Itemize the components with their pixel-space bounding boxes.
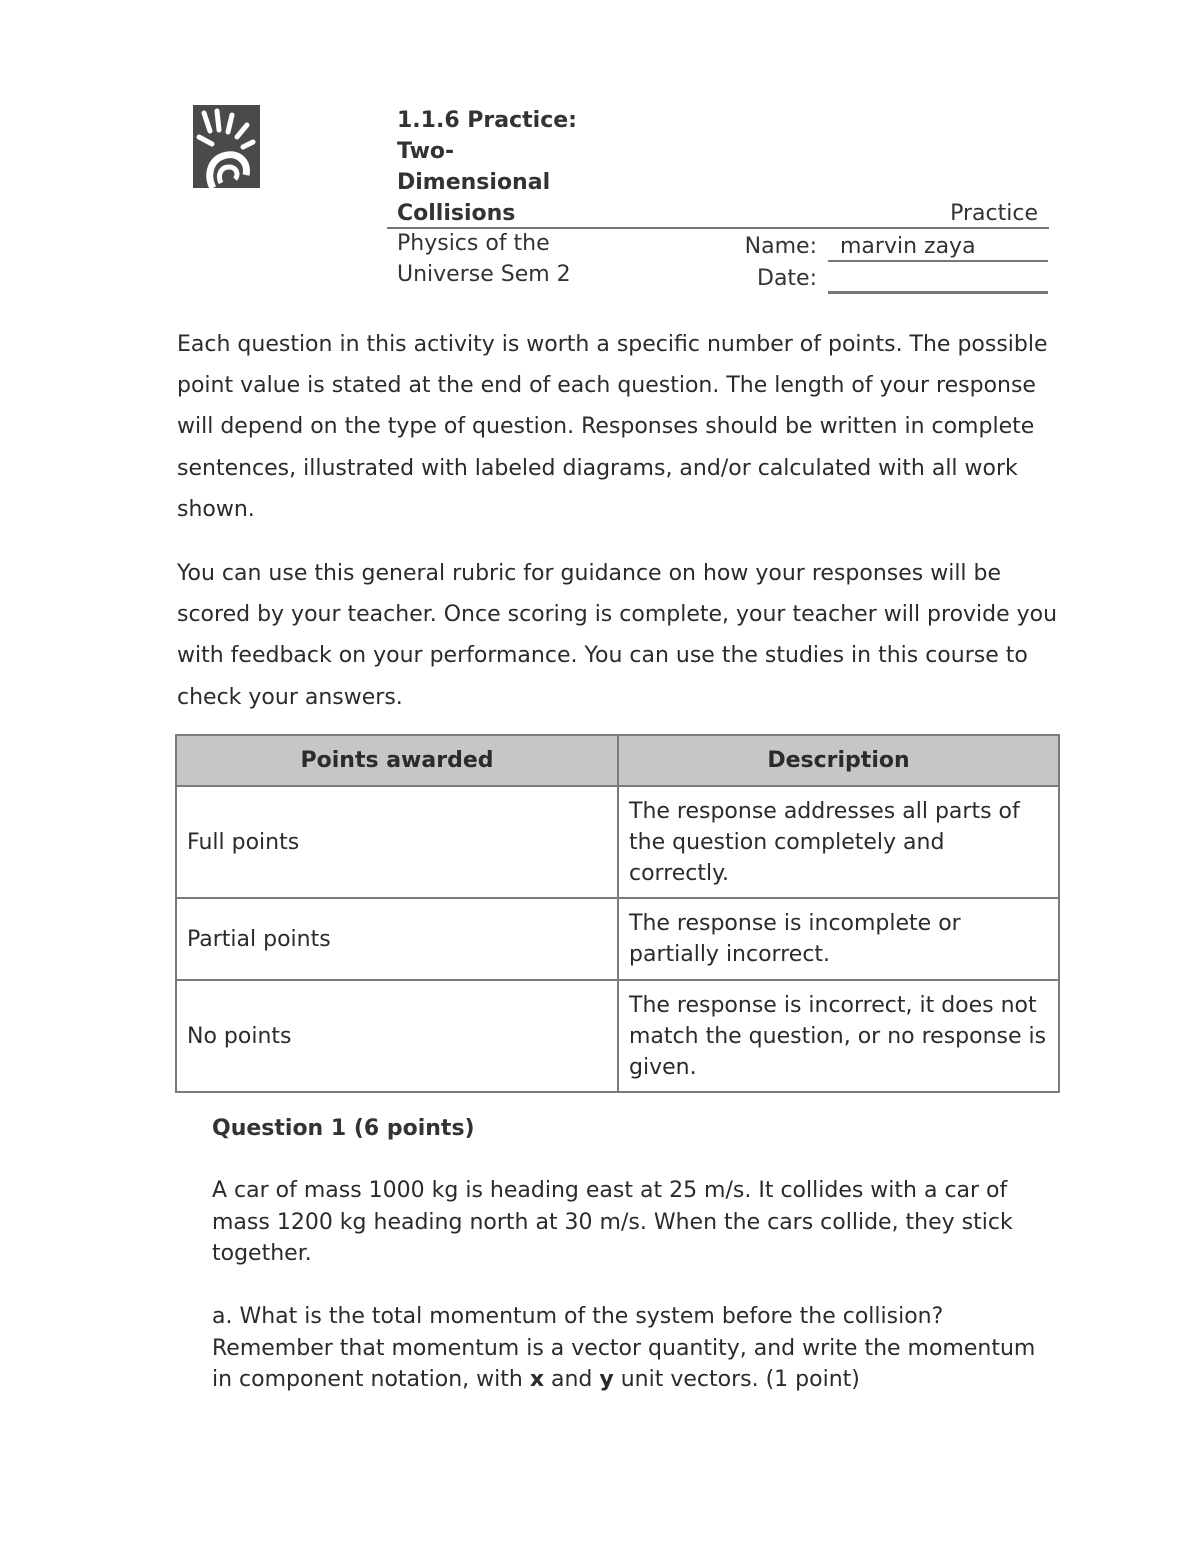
- description-cell: The response addresses all parts of the question completely and correctly.: [618, 786, 1059, 898]
- doc-type-label: Practice: [950, 201, 1038, 226]
- title-line: 1.1.6 Practice:: [397, 108, 577, 133]
- name-field[interactable]: marvin zaya: [840, 234, 976, 259]
- title-line: Dimensional: [397, 170, 551, 195]
- question-text: A car of mass 1000 kg is heading east at 25 m/s. It collides with a car of mass 1200 kg heading north at 30 m/s. When the cars collide, they stick together.: [212, 1178, 1013, 1266]
- date-field[interactable]: [828, 291, 1048, 294]
- part-a-text: a. What is the total momentum of the system before the collision? Remember that momentum is a vector quantity, and write the momentum in component notation, with: [212, 1304, 1036, 1392]
- title-line: Two-: [397, 139, 455, 164]
- name-label: Name:: [744, 234, 817, 259]
- column-header-points: Points awarded: [176, 735, 618, 786]
- description-cell: The response is incorrect, it does not match the question, or no response is given.: [618, 980, 1059, 1092]
- question-part-a: [212, 1301, 1062, 1396]
- table-header-row: [176, 735, 1059, 786]
- table-row: [176, 898, 1059, 980]
- column-header-description: Description: [618, 735, 1059, 786]
- description-cell: The response is incomplete or partially incorrect.: [618, 898, 1059, 980]
- sunburst-logo-icon: [193, 105, 260, 188]
- course-name: [397, 228, 627, 290]
- x-unit-vector: x: [529, 1367, 545, 1392]
- course-line: Universe Sem 2: [397, 262, 571, 287]
- table-row: [176, 980, 1059, 1092]
- points-cell: Full points: [176, 786, 618, 898]
- points-cell: No points: [176, 980, 618, 1092]
- rubric-table: [175, 734, 1060, 1093]
- rubric-paragraph: You can use this general rubric for guidance on how your responses will be scored by your teacher. Once scoring is complete, your teacher will provide you with feedback on your performance. You can use the studies in this course to check your answers.: [177, 561, 1058, 710]
- question-title: Question 1 (6 points): [212, 1116, 475, 1141]
- part-a-points: unit vectors. (1 point): [613, 1367, 860, 1392]
- points-cell: Partial points: [176, 898, 618, 980]
- table-row: [176, 786, 1059, 898]
- y-unit-vector: y: [599, 1367, 614, 1392]
- intro-paragraph: Each question in this activity is worth a specific number of points. The possible point value is stated at the end of each question. The length of your response will depend on the type of question. Responses should be written in complete sentences, illustrated with labeled diagrams, and/or calculated with all work shown.: [177, 332, 1048, 522]
- name-underline: [828, 260, 1048, 262]
- page-title: [397, 105, 617, 229]
- date-label: Date:: [757, 266, 817, 291]
- title-line: Collisions: [397, 201, 516, 226]
- part-a-and: and: [544, 1367, 600, 1392]
- course-line: Physics of the: [397, 231, 550, 256]
- logo: [193, 105, 260, 188]
